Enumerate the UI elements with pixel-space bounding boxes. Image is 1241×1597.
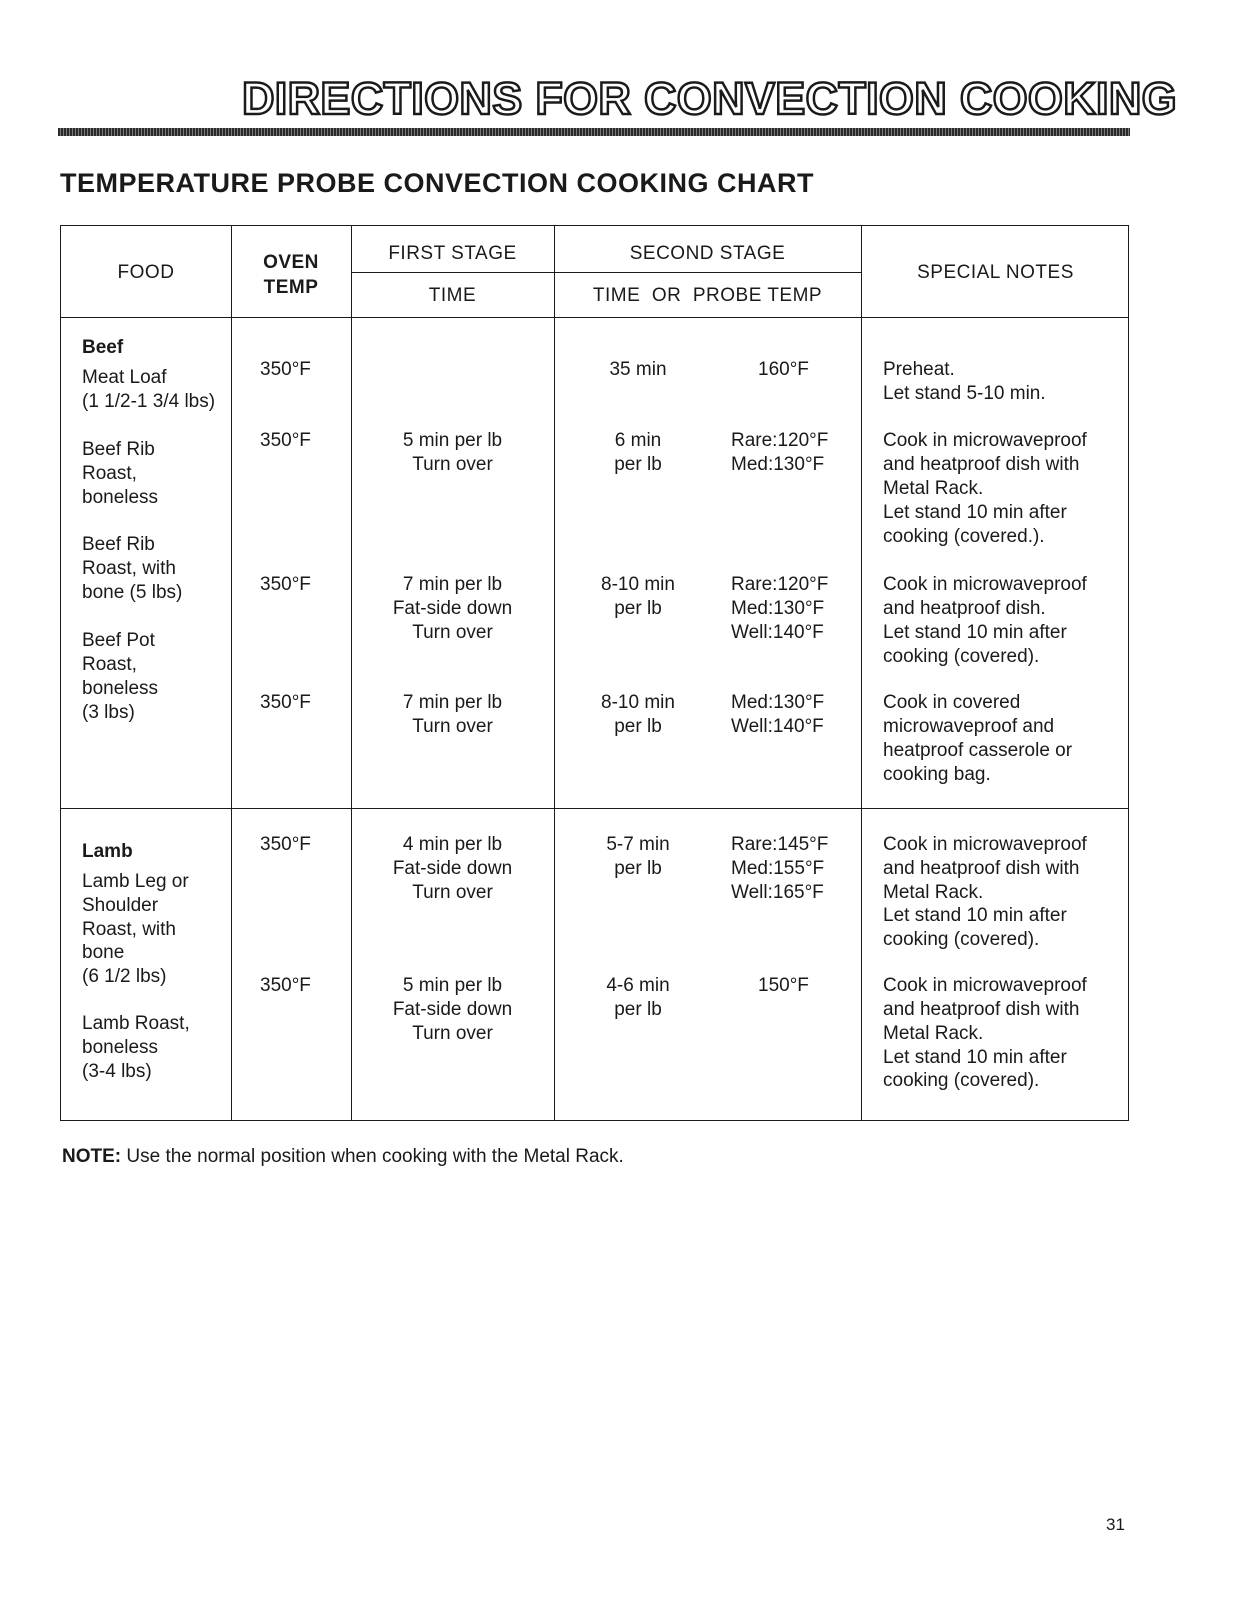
first-time: Turn over <box>412 454 493 475</box>
category-beef: Beef <box>82 337 124 358</box>
special-note: Metal Rack. <box>883 882 984 903</box>
oven-temp: 350°F <box>260 359 311 380</box>
second-time: 6 min <box>614 430 662 451</box>
first-time: Turn over <box>412 1023 493 1044</box>
oven-temp: 350°F <box>260 834 311 855</box>
probe-temp: 160°F <box>758 359 809 380</box>
food-item: boneless <box>82 487 159 508</box>
page-title: DIRECTIONS FOR CONVECTION COOKING <box>242 73 1177 124</box>
second-time: 4-6 min <box>606 975 670 996</box>
footnote-text: Use the normal position when cooking with the Metal Rack. <box>121 1146 624 1167</box>
first-time: 5 min per lb <box>402 975 503 996</box>
probe-temp: Rare:120°F <box>731 574 829 595</box>
footnote <box>62 1146 624 1168</box>
food-item: Meat Loaf <box>82 367 167 388</box>
category-lamb: Lamb <box>82 841 133 862</box>
first-time: Turn over <box>412 882 493 903</box>
header-second-sub: TIME OR PROBE TEMP <box>592 285 823 306</box>
special-note: and heatproof dish with <box>883 858 1080 879</box>
special-note: Cook in microwaveproof <box>883 975 1087 996</box>
food-item: Lamb Leg or <box>82 871 189 892</box>
stage-subheader-divider <box>351 272 861 273</box>
probe-temp: Med:130°F <box>731 692 825 713</box>
food-item: Roast, <box>82 654 137 675</box>
food-item: Beef Rib <box>82 534 155 555</box>
special-note: Let stand 5-10 min. <box>883 383 1046 404</box>
probe-temp: Med:155°F <box>731 858 825 879</box>
special-note: Cook in microwaveproof <box>883 574 1087 595</box>
probe-temp: 150°F <box>758 975 809 996</box>
header-food: FOOD <box>117 262 175 283</box>
probe-temp: Well:140°F <box>731 716 824 737</box>
header-oven: OVEN <box>263 252 319 273</box>
first-time: Fat-side down <box>392 598 513 619</box>
cooking-chart <box>60 225 1129 1121</box>
special-note: cooking (covered). <box>883 1070 1040 1091</box>
special-note: cooking (covered.). <box>883 526 1045 547</box>
special-note: Preheat. <box>883 359 955 380</box>
special-note: Cook in microwaveproof <box>883 834 1087 855</box>
special-note: Metal Rack. <box>883 478 984 499</box>
special-note: Cook in microwaveproof <box>883 430 1087 451</box>
special-note: Let stand 10 min after <box>883 622 1067 643</box>
probe-temp: Well:165°F <box>731 882 824 903</box>
probe-temp: Well:140°F <box>731 622 824 643</box>
second-time: per lb <box>614 598 662 619</box>
food-item: Lamb Roast, <box>82 1013 190 1034</box>
food-item: Shoulder <box>82 895 159 916</box>
first-time: Fat-side down <box>392 999 513 1020</box>
header-divider <box>61 317 1128 318</box>
food-item: Roast, with <box>82 919 176 940</box>
second-time: per lb <box>614 999 662 1020</box>
oven-temp: 350°F <box>260 692 311 713</box>
probe-temp: Med:130°F <box>731 598 825 619</box>
header-temp: TEMP <box>263 277 319 298</box>
food-item: (3 lbs) <box>82 702 135 723</box>
special-note: and heatproof dish with <box>883 999 1080 1020</box>
special-note: Let stand 10 min after <box>883 905 1067 926</box>
food-item: Beef Pot <box>82 630 155 651</box>
special-note: Let stand 10 min after <box>883 1047 1067 1068</box>
first-time: Turn over <box>412 622 493 643</box>
col-divider <box>554 226 555 1120</box>
probe-temp: Rare:120°F <box>731 430 829 451</box>
first-time: Fat-side down <box>392 858 513 879</box>
oven-temp: 350°F <box>260 975 311 996</box>
food-item: boneless <box>82 678 159 699</box>
food-item: Beef Rib <box>82 439 155 460</box>
col-divider <box>231 226 232 1120</box>
food-item: bone (5 lbs) <box>82 582 183 603</box>
special-note: Metal Rack. <box>883 1023 984 1044</box>
food-item: (6 1/2 lbs) <box>82 966 167 987</box>
probe-temp: Rare:145°F <box>731 834 829 855</box>
special-note: and heatproof dish. <box>883 598 1046 619</box>
section-divider <box>61 808 1128 809</box>
second-time: 35 min <box>609 359 667 380</box>
footnote-label: NOTE: <box>62 1146 122 1167</box>
col-divider <box>861 226 862 1120</box>
food-item: Roast, <box>82 463 137 484</box>
oven-temp: 350°F <box>260 430 311 451</box>
first-time: 7 min per lb <box>402 574 503 595</box>
food-item: (3-4 lbs) <box>82 1061 152 1082</box>
special-note: microwaveproof and <box>883 716 1055 737</box>
chart-title: TEMPERATURE PROBE CONVECTION COOKING CHART <box>60 168 815 198</box>
second-time: 8-10 min <box>601 692 675 713</box>
second-time: 8-10 min <box>601 574 675 595</box>
header-second-stage: SECOND STAGE <box>629 243 786 264</box>
special-note: cooking bag. <box>883 764 991 785</box>
second-time: 5-7 min <box>606 834 670 855</box>
page-number: 31 <box>1106 1515 1125 1534</box>
food-item: (1 1/2-1 3/4 lbs) <box>82 391 216 412</box>
special-note: Cook in covered <box>883 692 1021 713</box>
header-first-time: TIME <box>428 285 477 306</box>
food-item: Roast, with <box>82 558 176 579</box>
first-time: 5 min per lb <box>402 430 503 451</box>
special-note: Let stand 10 min after <box>883 502 1067 523</box>
second-time: per lb <box>614 716 662 737</box>
food-item: boneless <box>82 1037 159 1058</box>
special-note: cooking (covered). <box>883 929 1040 950</box>
title-rule <box>58 128 1130 136</box>
header-first-stage: FIRST STAGE <box>388 243 517 264</box>
second-time: per lb <box>614 454 662 475</box>
first-time: Turn over <box>412 716 493 737</box>
special-note: cooking (covered). <box>883 646 1040 667</box>
special-note: heatproof casserole or <box>883 740 1073 761</box>
special-note: and heatproof dish with <box>883 454 1080 475</box>
second-time: per lb <box>614 858 662 879</box>
food-item: bone <box>82 942 125 963</box>
first-time: 7 min per lb <box>402 692 503 713</box>
header-special-notes: SPECIAL NOTES <box>917 262 1074 283</box>
probe-temp: Med:130°F <box>731 454 825 475</box>
oven-temp: 350°F <box>260 574 311 595</box>
first-time: 4 min per lb <box>402 834 503 855</box>
